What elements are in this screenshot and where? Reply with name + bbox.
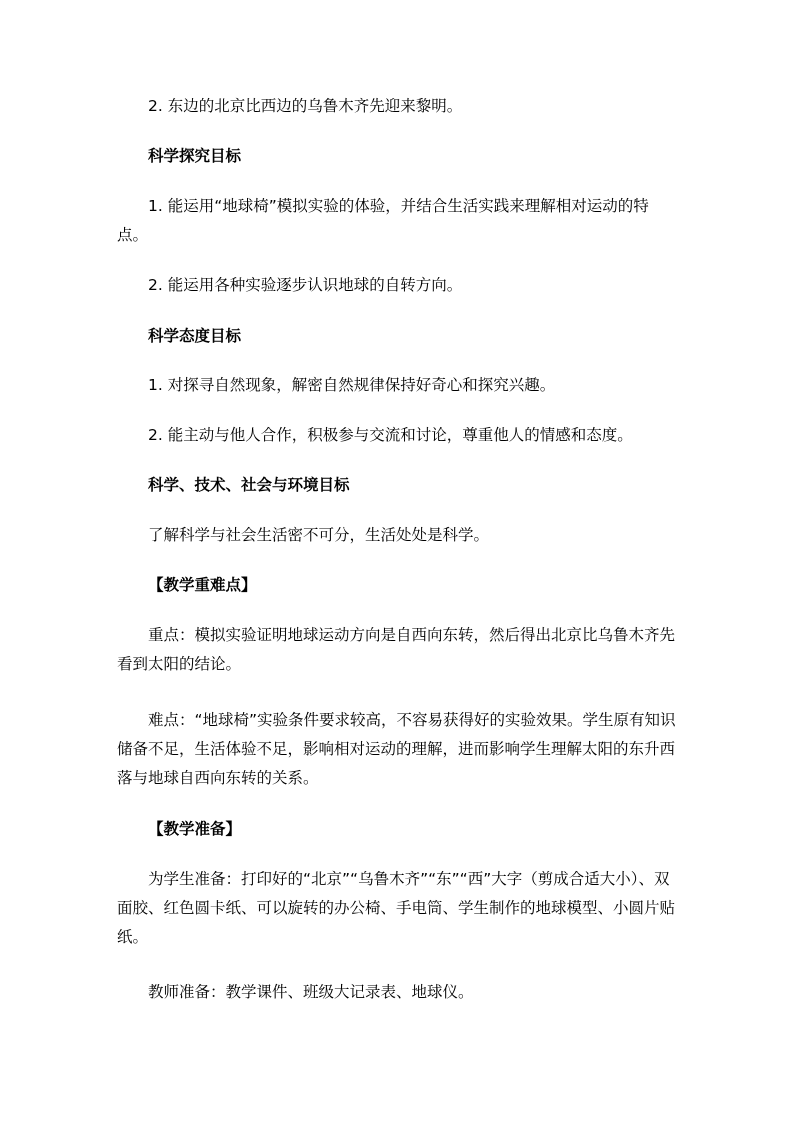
heading-inquiry-objectives: 科学探究目标	[148, 147, 242, 165]
inquiry-objective-2: 2. 能运用各种实验逐步认识地球的自转方向。	[148, 276, 463, 294]
student-preparation-paragraph: 为学生准备：打印好的“北京”“乌鲁木齐”“东”“西”大字（剪成合适大小）、双面胶、红色圆卡纸、可以旋转的办公椅、手电筒、学生制作的地球模型、小圆片贴纸。	[117, 870, 676, 946]
inquiry-objective-1: 1. 能运用“地球椅”模拟实验的体验，并结合生活实践来理解相对运动的特点。	[117, 197, 649, 244]
heading-attitude-objectives: 科学态度目标	[148, 327, 242, 345]
difficult-point-paragraph: 难点：“地球椅”实验条件要求较高，不容易获得好的实验效果。学生原有知识储备不足，生活体验不足，影响相对运动的理解，进而影响学生理解太阳的东升西落与地球自西向东转的关系。	[117, 711, 676, 787]
objective-paragraph-dawn: 2. 东边的北京比西边的乌鲁木齐先迎来黎明。	[148, 97, 463, 115]
attitude-objective-2: 2. 能主动与他人合作，积极参与交流和讨论，尊重他人的情感和态度。	[148, 426, 633, 444]
heading-teaching-preparation: 【教学准备】	[148, 820, 242, 838]
key-point-paragraph: 重点：模拟实验证明地球运动方向是自西向东转，然后得出北京比乌鲁木齐先看到太阳的结论。	[117, 626, 676, 673]
sts-objective: 了解科学与社会生活密不可分，生活处处是科学。	[148, 526, 490, 544]
heading-sts-objectives: 科学、技术、社会与环境目标	[148, 476, 350, 494]
heading-key-difficult-points: 【教学重难点】	[148, 576, 257, 594]
attitude-objective-1: 1. 对探寻自然现象，解密自然规律保持好奇心和探究兴趣。	[148, 376, 556, 394]
teacher-preparation-paragraph: 教师准备：教学课件、班级大记录表、地球仪。	[148, 983, 474, 1001]
